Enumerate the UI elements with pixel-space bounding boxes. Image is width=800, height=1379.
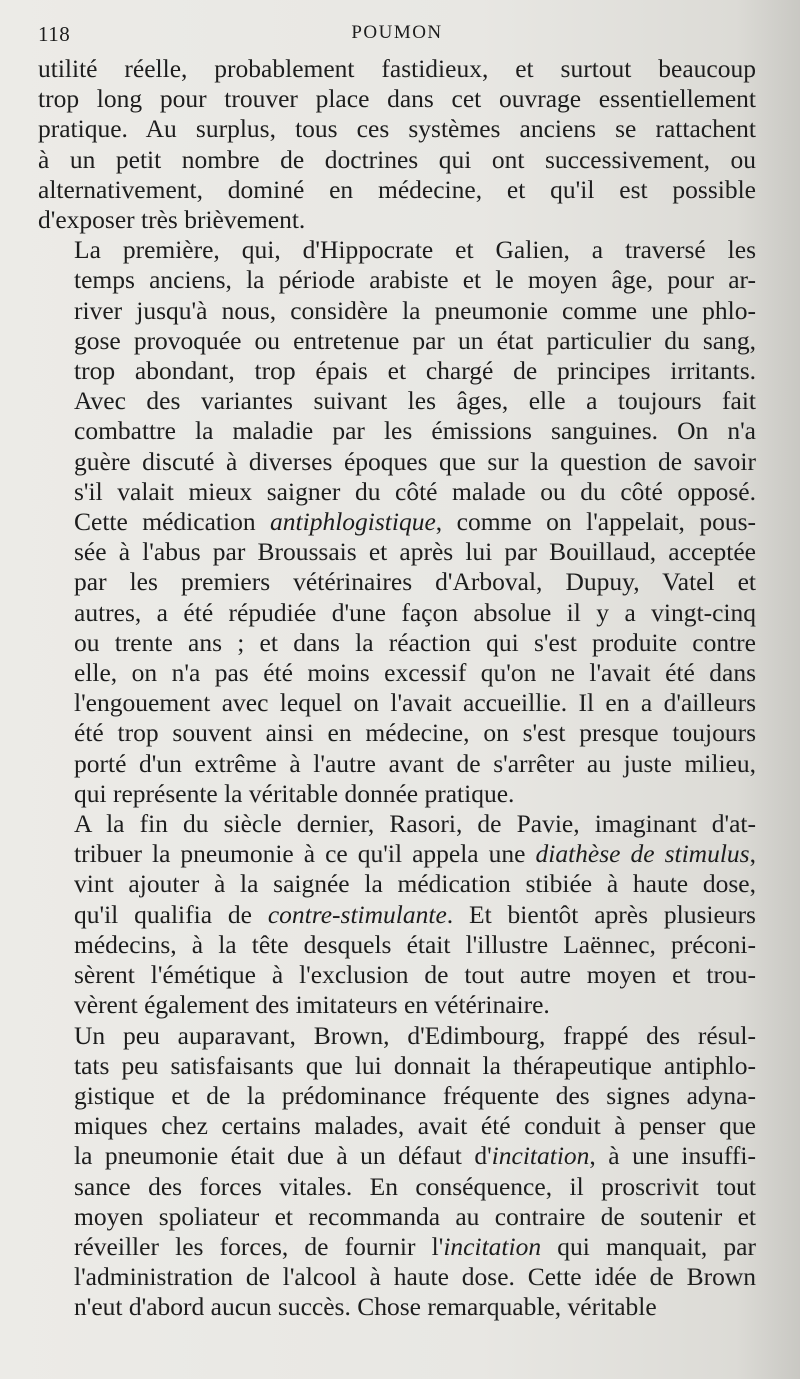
text-line: vèrent également des imitateurs en vétérinaire. xyxy=(74,990,550,1020)
paragraph xyxy=(38,809,756,1020)
text-line: ou trente ans ; et dans la réaction qui s'est produite contre xyxy=(74,627,756,657)
italic-term: diathèse de stimulus xyxy=(535,839,750,869)
text-line: sance des forces vitales. En conséquence, il proscrivit tout xyxy=(74,1171,756,1201)
italic-term: contre-stimulante xyxy=(267,899,447,929)
body-text xyxy=(38,54,756,1323)
text-line: elle, on n'a pas été moins excessif qu'on ne l'avait été dans xyxy=(74,658,756,688)
text-line: n'eut d'abord aucun succès. Chose remarquable, véritable xyxy=(74,1292,657,1322)
text-line: d'exposer très brièvement. xyxy=(38,205,306,235)
text-line: A la fin du siècle dernier, Rasori, de Pavie, imaginant d'at- xyxy=(74,809,756,839)
text-line: miques chez certains malades, avait été conduit à penser que xyxy=(74,1111,756,1141)
text-line: réveiller les forces, de fournir l'incitation qui manquait, par xyxy=(74,1231,756,1261)
text-line: gistique et de la prédominance fréquente des signes adyna- xyxy=(74,1080,756,1110)
text-line: par les premiers vétérinaires d'Arboval, Dupuy, Vatel et xyxy=(74,567,756,597)
text-line: pratique. Au surplus, tous ces systèmes anciens se rattachent xyxy=(38,114,756,144)
paragraph xyxy=(38,54,756,235)
italic-term: incitation xyxy=(443,1231,542,1261)
page-number: 118 xyxy=(38,22,71,46)
text-line: utilité réelle, probablement fastidieux, et surtout beaucoup xyxy=(38,54,756,83)
text-line: sèrent l'émétique à l'exclusion de tout autre moyen et trou- xyxy=(74,960,756,990)
text-line: temps anciens, la période arabiste et le moyen âge, pour ar- xyxy=(74,265,756,295)
text-line: Avec des variantes suivant les âges, elle a toujours fait xyxy=(74,386,756,416)
text-line: porté d'un extrême à l'autre avant de s'arrêter au juste milieu, xyxy=(74,748,756,778)
text-line: qui représente la véritable donnée pratique. xyxy=(74,778,515,808)
text-line: médecins, à la tête desquels était l'illustre Laënnec, préconi- xyxy=(74,929,756,959)
text-line: la pneumonie était due à un défaut d'incitation, à une insuffi- xyxy=(74,1141,756,1171)
italic-term: antiphlogistique xyxy=(270,507,436,537)
text-line: autres, a été répudiée d'une façon absolue il y a vingt-cinq xyxy=(74,597,756,627)
italic-term: incitation xyxy=(491,1141,590,1171)
paragraph xyxy=(38,235,756,809)
text-line: Cette médication antiphlogistique, comme on l'appelait, pous- xyxy=(74,507,757,537)
text-line: s'il valait mieux saigner du côté malade ou du côté opposé. xyxy=(74,476,756,506)
text-line: qu'il qualifia de contre-stimulante. Et bientôt après plusieurs xyxy=(74,899,756,929)
text-line: combattre la maladie par les émissions sanguines. On n'a xyxy=(74,416,756,446)
text-line: guère discuté à diverses époques que sur la question de savoir xyxy=(74,446,756,476)
text-line: La première, qui, d'Hippocrate et Galien, a traversé les xyxy=(74,235,756,265)
text-line: trop abondant, trop épais et chargé de principes irritants. xyxy=(74,356,756,386)
text-line: moyen spoliateur et recommanda au contraire de soutenir et xyxy=(74,1201,756,1231)
text-line: Un peu auparavant, Brown, d'Edimbourg, frappé des résul- xyxy=(74,1020,756,1050)
text-line: à un petit nombre de doctrines qui ont successivement, ou xyxy=(38,144,756,174)
text-line: l'administration de l'alcool à haute dose. Cette idée de Brown xyxy=(74,1262,756,1292)
text-line: gose provoquée ou entretenue par un état particulier du sang, xyxy=(74,325,756,355)
page-header xyxy=(38,18,756,54)
text-line: trop long pour trouver place dans cet ouvrage essentiellement xyxy=(38,84,756,114)
running-title: POUMON xyxy=(351,22,443,43)
text-line: tribuer la pneumonie à ce qu'il appela une diathèse de stimulus, xyxy=(74,839,756,869)
text-line: vint ajouter à la saignée la médication stibiée à haute dose, xyxy=(74,869,756,899)
text-line: sée à l'abus par Broussais et après lui par Bouillaud, acceptée xyxy=(74,537,756,567)
text-line: alternativement, dominé en médecine, et qu'il est possible xyxy=(38,174,756,204)
text-line: l'engouement avec lequel on l'avait accueillie. Il en a d'ailleurs xyxy=(74,688,756,718)
paragraph xyxy=(38,1021,756,1323)
text-line: tats peu satisfaisants que lui donnait la thérapeutique antiphlo- xyxy=(74,1050,756,1080)
text-line: river jusqu'à nous, considère la pneumonie comme une phlo- xyxy=(74,295,756,325)
text-line: été trop souvent ainsi en médecine, on s'est presque toujours xyxy=(74,718,756,748)
